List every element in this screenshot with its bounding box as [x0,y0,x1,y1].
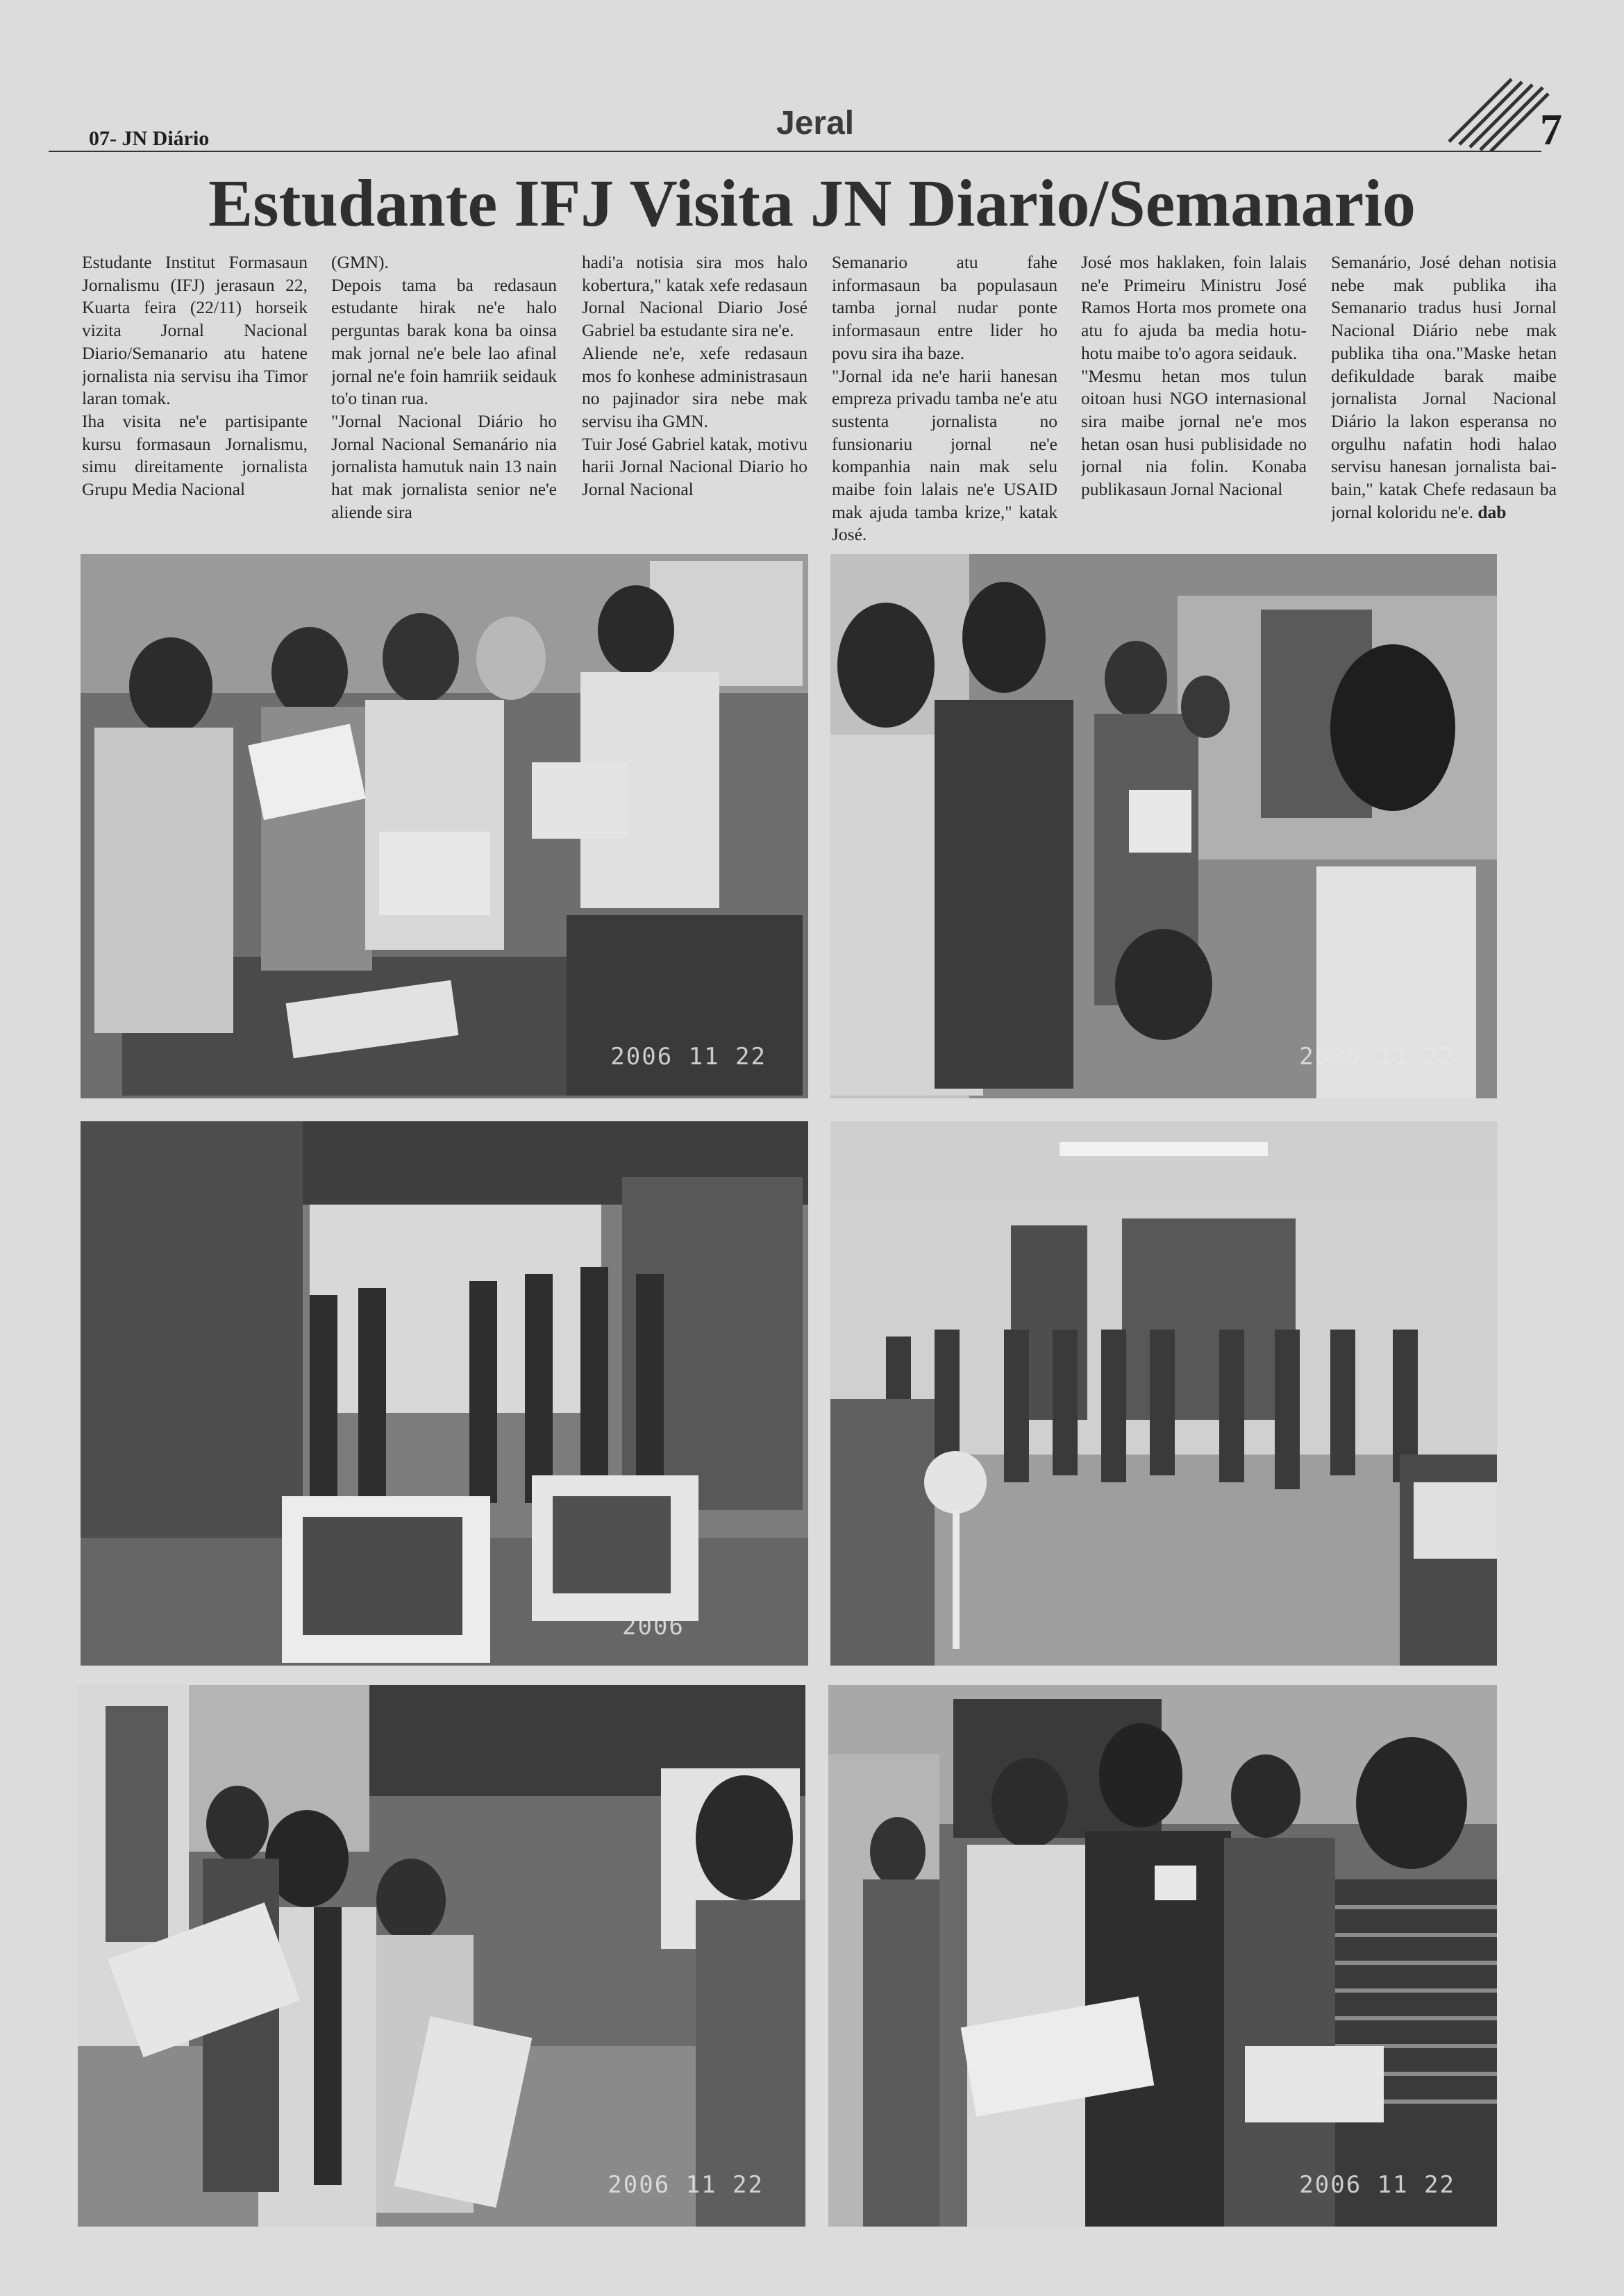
photo-students-reading-corridor [78,1685,805,2227]
paragraph: (GMN). [331,252,389,272]
photo-image [830,554,1497,1098]
article-column-2 [331,251,557,550]
photo-date-stamp: 2006 [622,1613,685,1641]
photo-image [81,1121,808,1666]
paragraph: José mos haklaken, foin lalais ne'e Primeiru Ministru José Ramos Horta mos promete ona atu fo ajuda ba media hotu-hotu maibe to'o agora seidauk. [1081,252,1307,363]
paragraph: Semanário, José dehan notisia nebe mak publika iha Semanario tradus husi Jornal Nacional Diário nebe mak publika tiha ona."Maske hetan defikuldade barak maibe jornalista Jornal Nacional Diário la lakon esperansa no orgulhu nafatin hodi halao servisu hanesan jornalista bai-bain," katak Chefe redasaun ba jornal koloridu ne'e. dab [1331,252,1557,522]
article-column-1 [82,251,308,550]
page-header-left: 07- JN Diário [89,127,210,150]
article-column-5 [1081,251,1307,550]
author-signature: dab [1477,501,1507,522]
photo-date-stamp: 2006 11 22 [608,2171,764,2199]
photo-image [81,554,808,1098]
section-title: Jeral [776,105,855,142]
paragraph: Semanario atu fahe informasaun ba populasaun tamba jornal nudar ponte informasaun entre lider ho povu sira iha baze. [832,252,1057,363]
paragraph: hadi'a notisia sira mos halo kobertura," katak xefe redasaun Jornal Nacional Diario José Gabriel ba estudante sira ne'e. [582,252,807,341]
stripes-logo-icon [1446,75,1550,151]
photo-image [828,1685,1497,2227]
paragraph: "Mesmu hetan mos tulun oitoan husi NGO internasional sira maibe jornal ne'e mos hetan osan husi publisidade no jornal nia folin. Konaba publikasaun Jornal Nacional [1081,365,1307,500]
paragraph: Aliende ne'e, xefe redasaun mos fo konhese administrasaun no pajinador sira nebe mak servisu iha GMN. [582,342,807,431]
photo-students-standing-room [830,1121,1497,1666]
article-column-3 [582,251,807,550]
photo-image [830,1121,1497,1666]
photo-students-reading-newspapers [81,554,808,1098]
article-column-4 [832,251,1057,550]
paragraph: Iha visita ne'e partisipante kursu formasaun Jornalismu, simu direitamente jornalista Grupu Media Nacional [82,410,308,500]
paragraph: "Jornal Nacional Diário ho Jornal Nacional Semanário nia jornalista hamutuk nain 13 nain hat mak jornalista senior ne'e aliende sira [331,410,557,522]
article-headline: Estudante IFJ Visita JN Diario/Semanario [208,166,1416,240]
page-number: 7 [1540,105,1562,154]
paragraph: Tuir José Gabriel katak, motivu harii Jornal Nacional Diario ho Jornal Nacional [582,433,807,500]
paragraph: Depois tama ba redasaun estudante hirak ne'e halo perguntas barak kona ba oinsa mak jornal ne'e bele lao afinal jornal ne'e foin hamriik seidauk to'o tinan rua. [331,274,557,409]
paragraph: "Jornal ida ne'e harii hanesan empreza privadu tamba ne'e atu sustenta jornalista no funsionariu jornal ne'e kompanhia nain mak selu maibe foin lalais ne'e USAID mak ajuda tamba krize," katak José. [832,365,1057,545]
photo-students-group-reading [828,1685,1497,2227]
photo-date-stamp: 2006 11 22 [1299,1043,1455,1071]
photo-students-newsroom [81,1121,808,1666]
photo-students-in-hallway [830,554,1497,1098]
photo-date-stamp: 2006 11 22 [610,1043,767,1071]
paragraph: Estudante Institut Formasaun Jornalismu (IFJ) jerasaun 22, Kuarta feira (22/11) horseik vizita Jornal Nacional Diario/Semanario atu hatene jornalista nia servisu iha Timor laran tomak. [82,252,308,409]
photo-image [78,1685,805,2227]
article-column-6 [1331,251,1557,550]
header-rule [49,151,1541,152]
photo-date-stamp: 2006 11 22 [1299,2171,1455,2199]
